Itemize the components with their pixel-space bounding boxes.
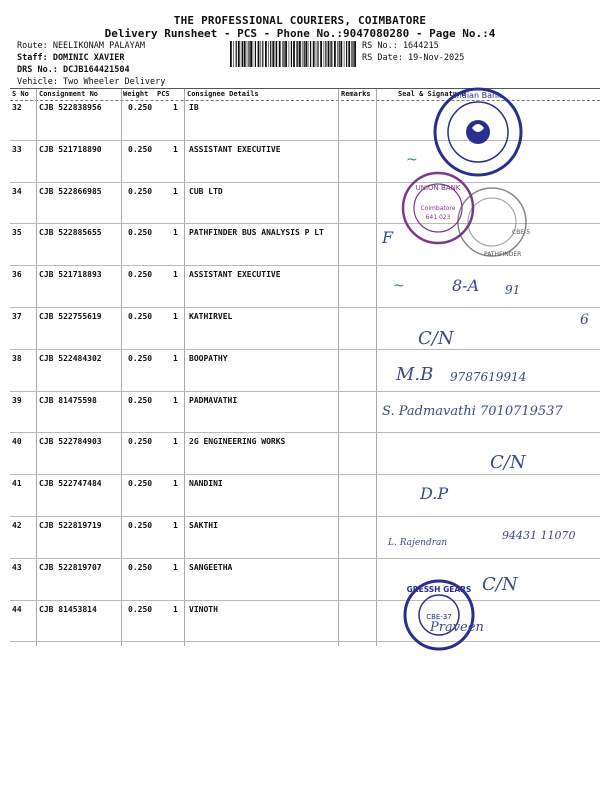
row-pcs: 1 <box>173 563 178 572</box>
row-consignment-no: CJB 522885655 <box>39 228 102 237</box>
row-weight: 0.250 <box>128 605 153 614</box>
row-consignment-no: CJB 522755619 <box>39 312 102 321</box>
row-sno: 44 <box>12 605 22 614</box>
row-sno: 41 <box>12 479 22 488</box>
row-pcs: 1 <box>173 396 178 405</box>
drs-label: DRS No.: DCJB164421504 <box>17 65 130 75</box>
row-pcs: 1 <box>173 270 178 279</box>
pathfinder-seal-name: PATHFINDER <box>484 251 522 258</box>
row-weight: 0.250 <box>128 563 153 572</box>
row-pcs: 1 <box>173 103 178 112</box>
row-weight: 0.250 <box>128 354 153 363</box>
row-consignee: SAKTHI <box>189 521 218 530</box>
row-consignment-no: CJB 522747484 <box>39 479 102 488</box>
row-divider <box>10 265 600 266</box>
union-bank-seal-code: 641 023 <box>425 214 451 221</box>
row-consignee: SANGEETHA <box>189 563 233 572</box>
row-sno: 38 <box>12 354 22 363</box>
row-pcs: 1 <box>173 187 178 196</box>
signature-row42-phone: 94431 11070 <box>502 529 576 542</box>
row-divider <box>10 432 600 433</box>
row-sno: 43 <box>12 563 22 572</box>
row-weight: 0.250 <box>128 396 153 405</box>
row-divider <box>10 516 600 517</box>
row-consignment-no: CJB 81475598 <box>39 396 97 405</box>
signature-row38: M.B <box>396 364 434 385</box>
row-sno: 39 <box>12 396 22 405</box>
row-consignee: KATHIRVEL <box>189 312 233 321</box>
signature-row38-phone: 9787619914 <box>450 370 527 384</box>
signature-row37-b: 6 <box>580 312 589 328</box>
pathfinder-seal <box>454 184 530 260</box>
indian-bank-seal <box>432 86 524 178</box>
row-divider <box>10 558 600 559</box>
row-weight: 0.250 <box>128 479 153 488</box>
gears-seal <box>402 578 476 652</box>
row-consignee: IB <box>189 103 199 112</box>
row-consignment-no: CJB 522838956 <box>39 103 102 112</box>
col-remarks: Remarks <box>341 90 371 98</box>
row-sno: 42 <box>12 521 22 530</box>
col-divider <box>36 89 37 646</box>
row-pcs: 1 <box>173 354 178 363</box>
signature-row40: C/N <box>490 452 526 473</box>
row-weight: 0.250 <box>128 312 153 321</box>
row-weight: 0.250 <box>128 270 153 279</box>
runsheet-subtitle: Delivery Runsheet - PCS - Phone No.:9047080280 - Page No.:4 <box>104 27 496 40</box>
indian-bank-seal-text: Indian Bank <box>454 91 502 100</box>
col-divider <box>338 89 339 646</box>
signature-row33: ~ <box>406 152 418 168</box>
col-divider <box>184 89 185 646</box>
row-consignment-no: CJB 81453814 <box>39 605 97 614</box>
gears-seal-name: GRESSH GEARS <box>406 585 472 594</box>
signature-row43: C/N <box>482 574 518 595</box>
row-weight: 0.250 <box>128 103 153 112</box>
col-seal-signature: Seal & Signature <box>398 90 466 98</box>
row-pcs: 1 <box>173 479 178 488</box>
signature-row35: F <box>382 228 394 247</box>
rs-number: RS No.: 1644215 <box>362 41 439 51</box>
route-label: Route: NEELIKONAM PALAYAM <box>17 41 145 51</box>
col-consignment: Consignment No <box>39 90 99 98</box>
company-title: THE PROFESSIONAL COURIERS, COIMBATORE <box>173 14 427 27</box>
signature-row36-b: 91 <box>505 283 521 297</box>
row-pcs: 1 <box>173 228 178 237</box>
row-divider <box>10 641 600 642</box>
signature-row37: C/N <box>418 328 454 349</box>
row-weight: 0.250 <box>128 187 153 196</box>
signature-row39: S. Padmavathi 7010719537 <box>382 404 563 419</box>
col-weight: Weight <box>123 90 149 98</box>
row-consignment-no: CJB 522484302 <box>39 354 102 363</box>
row-consignee: PATHFINDER BUS ANALYSIS P LT <box>189 228 324 237</box>
row-divider <box>10 307 600 308</box>
signature-row41: D.P <box>420 484 449 503</box>
row-divider <box>10 600 600 601</box>
row-weight: 0.250 <box>128 437 153 446</box>
row-consignee: NANDINI <box>189 479 223 488</box>
row-divider <box>10 182 600 183</box>
union-bank-seal-branch: Coimbatore <box>420 205 456 212</box>
pathfinder-seal-code: CBE-5 <box>512 229 531 236</box>
row-pcs: 1 <box>173 145 178 154</box>
row-consignee: ASSISTANT EXECUTIVE <box>189 270 281 279</box>
row-consignment-no: CJB 522819719 <box>39 521 102 530</box>
row-sno: 33 <box>12 145 22 154</box>
row-pcs: 1 <box>173 521 178 530</box>
row-consignment-no: CJB 521718893 <box>39 270 102 279</box>
row-divider <box>10 349 600 350</box>
row-consignee: ASSISTANT EXECUTIVE <box>189 145 281 154</box>
rs-date: RS Date: 19-Nov-2025 <box>362 53 465 63</box>
row-sno: 35 <box>12 228 22 237</box>
col-sno: S No <box>12 90 29 98</box>
signature-row36-mark: ~ <box>393 278 405 294</box>
row-pcs: 1 <box>173 312 178 321</box>
row-sno: 32 <box>12 103 22 112</box>
col-divider <box>376 89 377 646</box>
gears-seal-code: CBE-37 <box>426 613 452 621</box>
row-consignment-no: CJB 522866985 <box>39 187 102 196</box>
staff-label: Staff: DOMINIC XAVIER <box>17 53 125 63</box>
row-sno: 40 <box>12 437 22 446</box>
row-divider <box>10 474 600 475</box>
row-pcs: 1 <box>173 605 178 614</box>
row-consignee: PADMAVATHI <box>189 396 238 405</box>
signature-row42: L. Rajendran <box>388 538 448 548</box>
col-pcs: PCS <box>157 90 170 98</box>
row-consignee: CUB LTD <box>189 187 223 196</box>
row-sno: 36 <box>12 270 22 279</box>
row-divider <box>10 391 600 392</box>
row-consignee: BOOPATHY <box>189 354 228 363</box>
row-sno: 34 <box>12 187 22 196</box>
row-consignee: VINOTH <box>189 605 218 614</box>
row-weight: 0.250 <box>128 521 153 530</box>
row-consignment-no: CJB 522784903 <box>39 437 102 446</box>
row-weight: 0.250 <box>128 228 153 237</box>
row-consignment-no: CJB 521718890 <box>39 145 102 154</box>
signature-row44: Praveen <box>430 620 484 635</box>
vehicle-label: Vehicle: Two Wheeler Delivery <box>17 77 166 87</box>
row-consignment-no: CJB 522819707 <box>39 563 102 572</box>
col-consignee: Consignee Details <box>187 90 259 98</box>
signature-row36: 8-A <box>452 276 480 295</box>
row-sno: 37 <box>12 312 22 321</box>
barcode-image <box>230 41 356 67</box>
row-pcs: 1 <box>173 437 178 446</box>
row-weight: 0.250 <box>128 145 153 154</box>
union-bank-seal-name: UNION BANK <box>415 184 461 192</box>
row-consignee: 2G ENGINEERING WORKS <box>189 437 286 446</box>
col-divider <box>121 89 122 646</box>
